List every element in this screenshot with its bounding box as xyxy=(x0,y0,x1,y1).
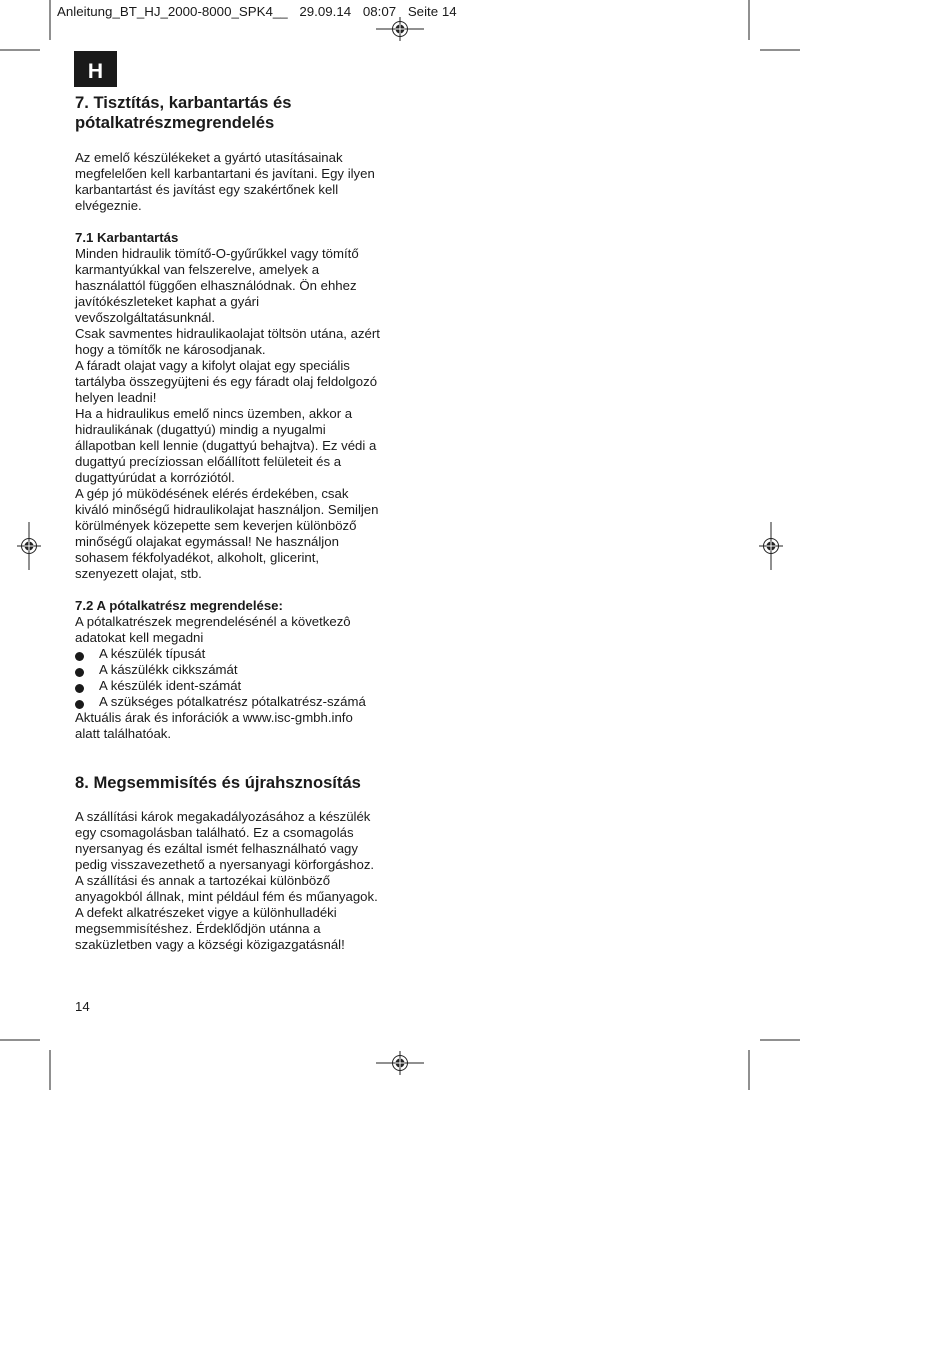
text-line: dugattyúrúdat a korróziótól. xyxy=(75,470,235,485)
slug-time: 08:07 xyxy=(362,4,397,19)
text-line: megsemmisítéshez. Érdeklődjön utánna a xyxy=(75,921,321,936)
registration-ring xyxy=(393,22,408,37)
subsection-title: 7.1 Karbantartás xyxy=(75,230,179,245)
list-item-text: A készülék ident-számát xyxy=(99,678,242,693)
text-line: kiváló minőségű hidraulikolajat használjon. Semiljen xyxy=(75,502,379,517)
text-line: A pótalkatrészek megrendelésénél a következô xyxy=(75,614,351,629)
crop-mark-bottom-right xyxy=(749,1040,800,1090)
text-line: A szállítási károk megakadályozásához a készülék xyxy=(75,809,371,824)
slug-filename: Anleitung_BT_HJ_2000-8000_SPK4__ xyxy=(57,4,288,19)
registration-inner-cross xyxy=(396,25,405,34)
bullet-icon xyxy=(75,700,84,709)
registration-ring xyxy=(764,539,779,554)
paragraph xyxy=(75,326,380,358)
bullet-icon xyxy=(75,668,84,677)
registration-ring xyxy=(22,539,37,554)
text-line: A szállítási és annak a tartozékai különböző xyxy=(75,873,331,888)
text-line: hidraulikának (dugattyú) mindig a nyugalmi xyxy=(75,422,326,437)
registration-crosshair xyxy=(376,1051,424,1075)
list-item xyxy=(75,662,366,678)
paragraph xyxy=(75,246,380,326)
text-line: Az emelő készülékeket a gyártó utasításainak xyxy=(75,150,343,165)
bullet-icon xyxy=(75,652,84,661)
page-number xyxy=(75,999,90,1015)
bullet-list xyxy=(75,646,366,710)
registration-mark-bottom xyxy=(376,1051,424,1075)
text-line: szaküzletben vagy a községi közigazgatásnál! xyxy=(75,937,345,952)
slug-date: 29.09.14 xyxy=(299,4,352,19)
list-item xyxy=(75,694,366,710)
registration-disk xyxy=(767,542,776,551)
list-item xyxy=(75,646,366,662)
text-line: hogy a tömítők ne károsodjanak. xyxy=(75,342,266,357)
text-line: karmantyúkkal van felszerelve, amelyek a xyxy=(75,262,320,277)
paragraph xyxy=(75,486,380,582)
text-line: alatt találhatóak. xyxy=(75,726,172,741)
paragraph xyxy=(75,406,380,486)
subsection-title: 7.2 A pótalkatrész megrendelése: xyxy=(75,598,283,613)
text-line: nyersanyag és ezáltal ismét felhasználható vagy xyxy=(75,841,358,856)
print-slug xyxy=(57,4,457,20)
registration-disk xyxy=(396,1059,405,1068)
registration-disk xyxy=(396,25,405,34)
text-line: használattól függően elhasználódnak. Ön ehhez xyxy=(75,278,357,293)
registration-inner-cross xyxy=(767,542,776,551)
text-line: A gép jó müködésének elérés érdekében, csak xyxy=(75,486,349,501)
bullet-icon xyxy=(75,684,84,693)
registration-inner-cross xyxy=(25,542,34,551)
registration-crosshair xyxy=(376,17,424,41)
text-line: anyagokból állnak, mint például fém és műanyagok. xyxy=(75,889,378,904)
heading-line: pótalkatrészmegrendelés xyxy=(75,113,275,132)
text-line: Ha a hidraulikus emelő nincs üzemben, akkor a xyxy=(75,406,353,421)
crop-mark-top-right xyxy=(749,0,800,50)
page-number-text: 14 xyxy=(75,999,90,1014)
text-line: szenyezett olajat, stb. xyxy=(75,566,202,581)
text-line: dugattyú precíziossan előállított felületeit és a xyxy=(75,454,342,469)
crop-mark-bottom-left xyxy=(0,1040,50,1090)
text-line: A defekt alkatrészeket vigye a különhulladéki xyxy=(75,905,337,920)
registration-inner-cross xyxy=(396,1059,405,1068)
slug-page: Seite 14 xyxy=(407,4,457,19)
heading-line: 7. Tisztítás, karbantartás és xyxy=(75,93,292,112)
text-line: minőségű olajakat egymással! Ne használjon xyxy=(75,534,339,549)
text-line: A fáradt olajat vagy a kifolyt olajat egy speciális xyxy=(75,358,350,373)
text-line: körülmények közepette sem keverjen különböző xyxy=(75,518,357,533)
text-line: megfelelően kell karbantartani és javítani. Egy ilyen xyxy=(75,166,375,181)
registration-ring xyxy=(393,1056,408,1071)
text-line: egy csomagolásban található. Ez a csomagolás xyxy=(75,825,354,840)
registration-mark-top xyxy=(376,17,424,41)
registration-crosshair xyxy=(17,522,41,570)
section-7-1 xyxy=(75,230,380,582)
section-7-heading xyxy=(75,93,291,133)
text-line: vevőszolgáltatásunknál. xyxy=(75,310,216,325)
text-line: adatokat kell megadni xyxy=(75,630,204,645)
crop-mark-top-left xyxy=(0,0,50,50)
registration-mark-left xyxy=(17,522,41,570)
text-line: tartályba összegyüjteni és egy fáradt olaj feldolgozó xyxy=(75,374,378,389)
registration-mark-right xyxy=(759,522,783,570)
registration-disk xyxy=(25,542,34,551)
registration-crosshair xyxy=(759,522,783,570)
text-line: Aktuális árak és inforációk a www.isc-gmbh.info xyxy=(75,710,353,725)
section-7-intro xyxy=(75,150,375,214)
language-badge: H xyxy=(74,51,117,87)
list-item-text: A készülék típusát xyxy=(99,646,206,661)
text-line: karbantartást és javítást egy szakértőnek kell xyxy=(75,182,339,197)
text-line: állapotban kell lennie (dugattyú behajtva). Ez védi a xyxy=(75,438,377,453)
text-line: elvégeznie. xyxy=(75,198,142,213)
text-line: sohasem fékfolyadékot, alkoholt, glicerint, xyxy=(75,550,320,565)
text-line: helyen leadni! xyxy=(75,390,157,405)
list-item-text: A szükséges pótalkatrész pótalkatrész-számá xyxy=(99,694,366,709)
text-line: pedig visszavezethető a nyersanyagi körforgáshoz. xyxy=(75,857,375,872)
section-8-heading xyxy=(75,773,361,793)
section-7-2 xyxy=(75,598,366,742)
list-item-text: A kászülékk cikkszámát xyxy=(99,662,238,677)
section-8-body xyxy=(75,809,378,953)
text-line: javítókészleteket kaphat a gyári xyxy=(75,294,259,309)
text-line: Csak savmentes hidraulikaolajat töltsön utána, azért xyxy=(75,326,380,341)
list-item xyxy=(75,678,366,694)
text-line: Minden hidraulik tömítő-O-gyűrűkkel vagy tömítő xyxy=(75,246,359,261)
paragraph xyxy=(75,358,380,406)
heading-line: 8. Megsemmisítés és újrahsznosítás xyxy=(75,773,361,792)
